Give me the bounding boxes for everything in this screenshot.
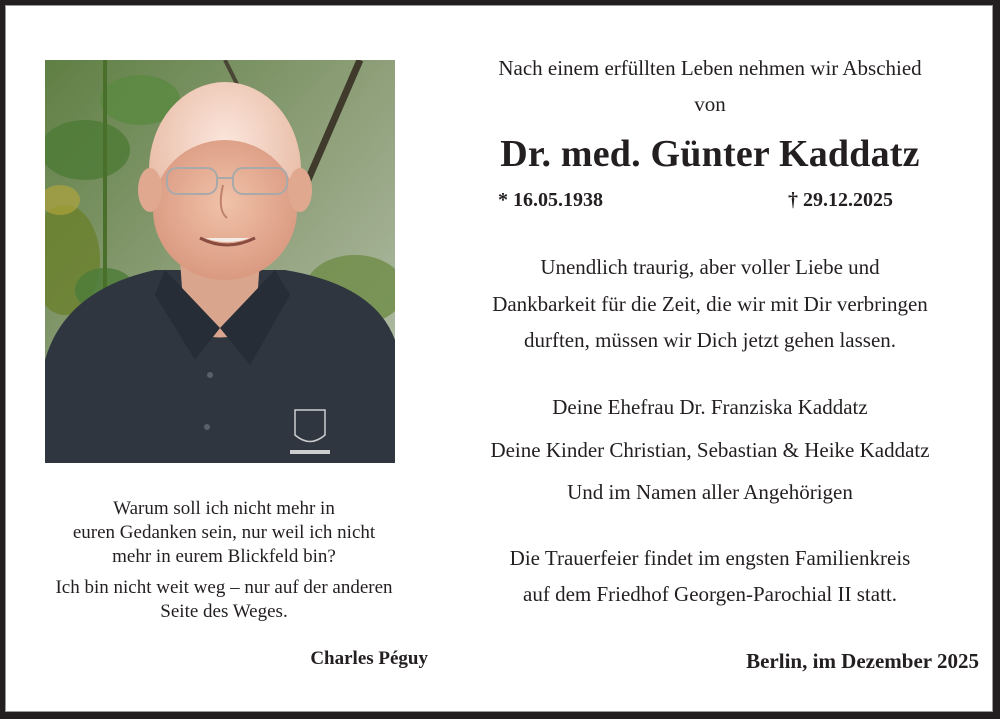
death-date: † 29.12.2025 [788, 189, 893, 211]
portrait-photo [45, 60, 395, 463]
quote-author: Charles Péguy [310, 648, 428, 669]
birth-date: * 16.05.1938 [498, 189, 603, 211]
intro-von: von [694, 92, 726, 116]
mourner-line: Deine Ehefrau Dr. Franziska Kaddatz [552, 395, 868, 419]
memorial-quote [19, 497, 429, 624]
message-line: Dankbarkeit für die Zeit, die wir mit Dir verbringen [492, 292, 928, 316]
quote-line: Seite des Weges. [160, 601, 288, 622]
deceased-name: Dr. med. Günter Kaddatz [500, 133, 920, 175]
ceremony-line: auf dem Friedhof Georgen-Parochial II statt. [523, 582, 897, 606]
obituary-card [5, 5, 993, 712]
message-line: Unendlich traurig, aber voller Liebe und [540, 255, 880, 279]
portrait-illustration [45, 60, 395, 463]
ceremony-line: Die Trauerfeier findet im engsten Familienkreis [509, 546, 911, 570]
quote-line: euren Gedanken sein, nur weil ich nicht [72, 522, 376, 543]
intro-line: Nach einem erfüllten Leben nehmen wir Abschied [498, 56, 922, 80]
quote-line: mehr in eurem Blickfeld bin? [112, 546, 336, 567]
message-line: durften, müssen wir Dich jetzt gehen lassen. [523, 328, 897, 352]
mourner-line: Deine Kinder Christian, Sebastian & Heike Kaddatz [490, 438, 930, 462]
mourner-line: Und im Namen aller Angehörigen [567, 480, 853, 504]
quote-line: Warum soll ich nicht mehr in [113, 498, 335, 519]
quote-line: Ich bin nicht weit weg – nur auf der anderen [55, 577, 393, 598]
place-and-date: Berlin, im Dezember 2025 [746, 649, 979, 673]
